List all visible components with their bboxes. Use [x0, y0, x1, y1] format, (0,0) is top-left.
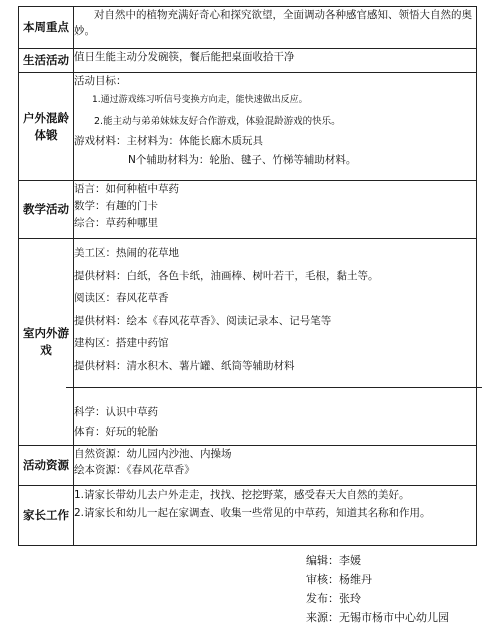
credit-source: 来源：无锡市杨市中心幼儿园	[306, 611, 449, 624]
teaching-item: 综合：草药种哪里	[74, 217, 158, 229]
life-text: 值日生能主动分发碗筷，餐后能把桌面收拾干净	[74, 51, 295, 63]
teaching-row	[19, 181, 477, 239]
focus-row	[19, 7, 477, 49]
teaching-content	[74, 181, 477, 239]
weekly-plan-table	[18, 6, 477, 546]
resource-item: 自然资源：幼儿园内沙池、内操场	[74, 448, 232, 460]
credits-block	[306, 551, 449, 627]
area-item: 提供材料：清水积木、薯片罐、纸筒等辅助材料	[74, 359, 295, 372]
family-content	[74, 486, 477, 546]
indoor-outdoor-label: 室内外游戏	[19, 239, 74, 446]
outdoor-material-2: N个辅助材料为：轮胎、毽子、竹梯等辅助材料。	[128, 154, 357, 166]
area-item: 提供材料：白纸，各色卡纸，油画棒、树叶若干，毛根，黏土等。	[74, 269, 379, 282]
credit-reviewer: 审核：杨维丹	[306, 573, 372, 586]
teaching-item: 语言：如何种植中草药	[74, 183, 179, 195]
resources-label: 活动资源	[19, 446, 74, 486]
outdoor-goal-title: 活动目标：	[74, 75, 127, 87]
outdoor-row	[19, 73, 477, 181]
outdoor-goal-2: 2.能主动与弟弟妹妹友好合作游戏，体验混龄游戏的快乐。	[94, 116, 341, 127]
outdoor-goal-1: 1.通过游戏练习听信号变换方向走，能快速做出反应。	[92, 95, 308, 105]
outdoor-label: 户外混龄体锻	[19, 73, 74, 181]
life-label: 生活活动	[19, 49, 74, 73]
family-row	[19, 486, 477, 546]
focus-content	[74, 7, 477, 49]
resources-content	[74, 446, 477, 486]
family-label: 家长工作	[19, 486, 74, 546]
focus-text: 对自然中的植物充满好奇心和探究欲望，全面调动各种感官感知、领悟大自然的奥妙。	[74, 9, 472, 37]
life-row	[19, 49, 477, 73]
teaching-label: 教学活动	[19, 181, 74, 239]
teaching-item: 数学：有趣的门卡	[74, 200, 158, 212]
area-item: 美工区：热闹的花草地	[74, 247, 179, 259]
other-item: 体育：好玩的轮胎	[74, 426, 158, 438]
other-activities	[66, 387, 482, 445]
credit-publisher: 发布：张玲	[306, 592, 361, 605]
focus-label: 本周重点	[19, 7, 74, 49]
family-item: 2.请家长和幼儿一起在家调查、收集一些常见的中草药，知道其名称和作用。	[74, 507, 431, 519]
area-item: 提供材料：绘本《春风花草香》、阅读记录本、记号笔等	[74, 314, 332, 327]
area-activities	[66, 239, 482, 387]
outdoor-material-1: 游戏材料：主材料为：体能长廊木质玩具	[74, 135, 263, 147]
outdoor-content	[74, 73, 477, 181]
credit-editor: 编辑：李媛	[306, 554, 361, 567]
resources-row	[19, 446, 477, 486]
area-item: 建构区：搭建中药馆	[74, 337, 169, 349]
indoor-outdoor-row	[19, 239, 477, 446]
life-content	[74, 49, 477, 73]
area-item: 阅读区：春风花草香	[74, 292, 169, 304]
family-item: 1.请家长带幼儿去户外走走，找找、挖挖野菜，感受春天大自然的美好。	[74, 489, 410, 501]
other-item: 科学：认识中草药	[74, 406, 158, 418]
resource-item: 绘本资源：《春风花草香》	[74, 464, 195, 476]
indoor-outdoor-content	[74, 239, 477, 446]
